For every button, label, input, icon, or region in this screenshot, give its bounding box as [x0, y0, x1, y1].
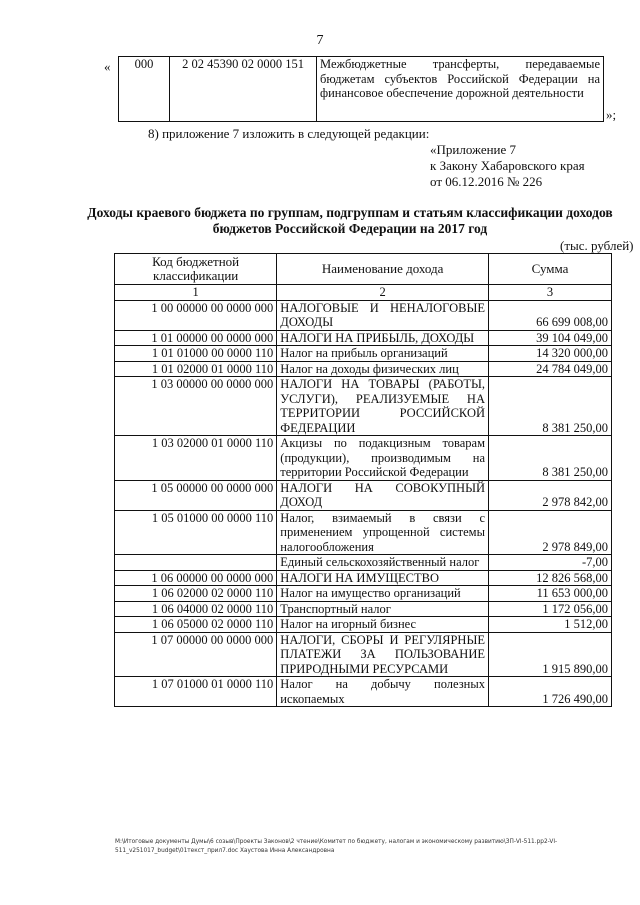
- sum-cell: 1 726 490,00: [489, 677, 612, 707]
- name-cell: НАЛОГИ НА СОВОКУПНЫЙ ДОХОД: [277, 480, 489, 510]
- table-row: [115, 361, 612, 377]
- code-cell: 1 03 02000 01 0000 110: [115, 436, 277, 481]
- col-number: 3: [489, 285, 612, 301]
- name-cell: Налог, взимаемый в связи с применением упрощенной системы налогообложения: [277, 510, 489, 555]
- transfer-description: Межбюджетные трансферты, передаваемые бюджетам субъектов Российской Федерации на финансовое обеспечение дорожной деятельности: [317, 57, 604, 122]
- top-table: [118, 56, 604, 122]
- name-cell: Налог на доходы физических лиц: [277, 361, 489, 377]
- table-row: [115, 617, 612, 633]
- sum-cell: 1 512,00: [489, 617, 612, 633]
- table-row: [115, 510, 612, 555]
- table-row: [115, 570, 612, 586]
- name-cell: Единый сельскохозяйственный налог: [277, 555, 489, 571]
- code-cell: 1 01 02000 01 0000 110: [115, 361, 277, 377]
- page-number: 7: [316, 33, 324, 48]
- sum-cell: 2 978 842,00: [489, 480, 612, 510]
- table-row: [115, 480, 612, 510]
- table-row: [115, 330, 612, 346]
- file-path-footer: M:\Итоговые документы Думы\6 созыв\Проекты Законов\2 чтение\Комитет по бюджету, налогам и экономическому развитию\ЗП-VI-511.pp2-VI-511_v251017_budget\01текст_прил7.doc Хаустова Инна Александровна: [115, 839, 558, 854]
- name-cell: НАЛОГОВЫЕ И НЕНАЛОГОВЫЕ ДОХОДЫ: [277, 300, 489, 330]
- name-cell: Налог на добычу полезных ископаемых: [277, 677, 489, 707]
- appendix-line: от 06.12.2016 № 226: [430, 174, 543, 189]
- header-sum: Сумма: [489, 254, 612, 285]
- sum-cell: 39 104 049,00: [489, 330, 612, 346]
- table-row: [115, 586, 612, 602]
- code-cell: 1 06 02000 02 0000 110: [115, 586, 277, 602]
- admin-code: 000: [119, 57, 170, 122]
- sum-cell: 8 381 250,00: [489, 377, 612, 436]
- code-cell: 1 06 00000 00 0000 000: [115, 570, 277, 586]
- code-cell: 1 01 01000 00 0000 110: [115, 346, 277, 362]
- name-cell: Налог на имущество организаций: [277, 586, 489, 602]
- appendix-line: «Приложение 7: [430, 142, 517, 157]
- name-cell: НАЛОГИ НА ТОВАРЫ (РАБОТЫ, УСЛУГИ), РЕАЛИЗУЕМЫЕ НА ТЕРРИТОРИИ РОССИЙСКОЙ ФЕДЕРАЦИИ: [277, 377, 489, 436]
- code-cell: 1 07 01000 01 0000 110: [115, 677, 277, 707]
- header-name: Наименование дохода: [277, 254, 489, 285]
- sum-cell: 1 172 056,00: [489, 601, 612, 617]
- name-cell: Транспортный налог: [277, 601, 489, 617]
- income-table: [114, 253, 612, 707]
- document-title: Доходы краевого бюджета по группам, подгруппам и статьям классификации доходов бюджетов Российской Федерации на 2017 год: [87, 205, 613, 236]
- code-cell: 1 06 05000 02 0000 110: [115, 617, 277, 633]
- name-cell: НАЛОГИ НА ИМУЩЕСТВО: [277, 570, 489, 586]
- code-cell: 1 06 04000 02 0000 110: [115, 601, 277, 617]
- sum-cell: 2 978 849,00: [489, 510, 612, 555]
- code-cell: 1 05 00000 00 0000 000: [115, 480, 277, 510]
- quote-close: »;: [606, 107, 617, 122]
- col-number: 1: [115, 285, 277, 301]
- name-cell: Акцизы по подакцизным товарам (продукции), производимым на территории Российской Федерации: [277, 436, 489, 481]
- code-cell: 1 03 00000 00 0000 000: [115, 377, 277, 436]
- name-cell: НАЛОГИ НА ПРИБЫЛЬ, ДОХОДЫ: [277, 330, 489, 346]
- table-header-row: [115, 254, 612, 285]
- header-code: Код бюджетной классификации: [115, 254, 277, 285]
- sum-cell: 12 826 568,00: [489, 570, 612, 586]
- table-row: [115, 555, 612, 571]
- table-row: [115, 677, 612, 707]
- col-number: 2: [277, 285, 489, 301]
- amendment-paragraph: 8) приложение 7 изложить в следующей редакции:: [148, 126, 430, 141]
- column-number-row: [115, 285, 612, 301]
- name-cell: Налог на прибыль организаций: [277, 346, 489, 362]
- table-row: [115, 300, 612, 330]
- table-row: [115, 377, 612, 436]
- code-cell: 1 05 01000 00 0000 110: [115, 510, 277, 555]
- sum-cell: 24 784 049,00: [489, 361, 612, 377]
- sum-cell: 66 699 008,00: [489, 300, 612, 330]
- code-cell: [115, 555, 277, 571]
- appendix-header: [430, 142, 585, 190]
- quote-open: «: [104, 59, 111, 74]
- sum-cell: 8 381 250,00: [489, 436, 612, 481]
- code-cell: 1 01 00000 00 0000 000: [115, 330, 277, 346]
- appendix-line: к Закону Хабаровского края: [430, 158, 585, 173]
- table-row: [115, 601, 612, 617]
- table-row: [115, 632, 612, 677]
- units-label: (тыс. рублей): [560, 238, 634, 253]
- sum-cell: 1 915 890,00: [489, 632, 612, 677]
- sum-cell: 14 320 000,00: [489, 346, 612, 362]
- class-code: 2 02 45390 02 0000 151: [170, 57, 317, 122]
- sum-cell: -7,00: [489, 555, 612, 571]
- sum-cell: 11 653 000,00: [489, 586, 612, 602]
- table-row: [115, 346, 612, 362]
- name-cell: НАЛОГИ, СБОРЫ И РЕГУЛЯРНЫЕ ПЛАТЕЖИ ЗА ПОЛЬЗОВАНИЕ ПРИРОДНЫМИ РЕСУРСАМИ: [277, 632, 489, 677]
- code-cell: 1 07 00000 00 0000 000: [115, 632, 277, 677]
- table-row: [115, 436, 612, 481]
- name-cell: Налог на игорный бизнес: [277, 617, 489, 633]
- code-cell: 1 00 00000 00 0000 000: [115, 300, 277, 330]
